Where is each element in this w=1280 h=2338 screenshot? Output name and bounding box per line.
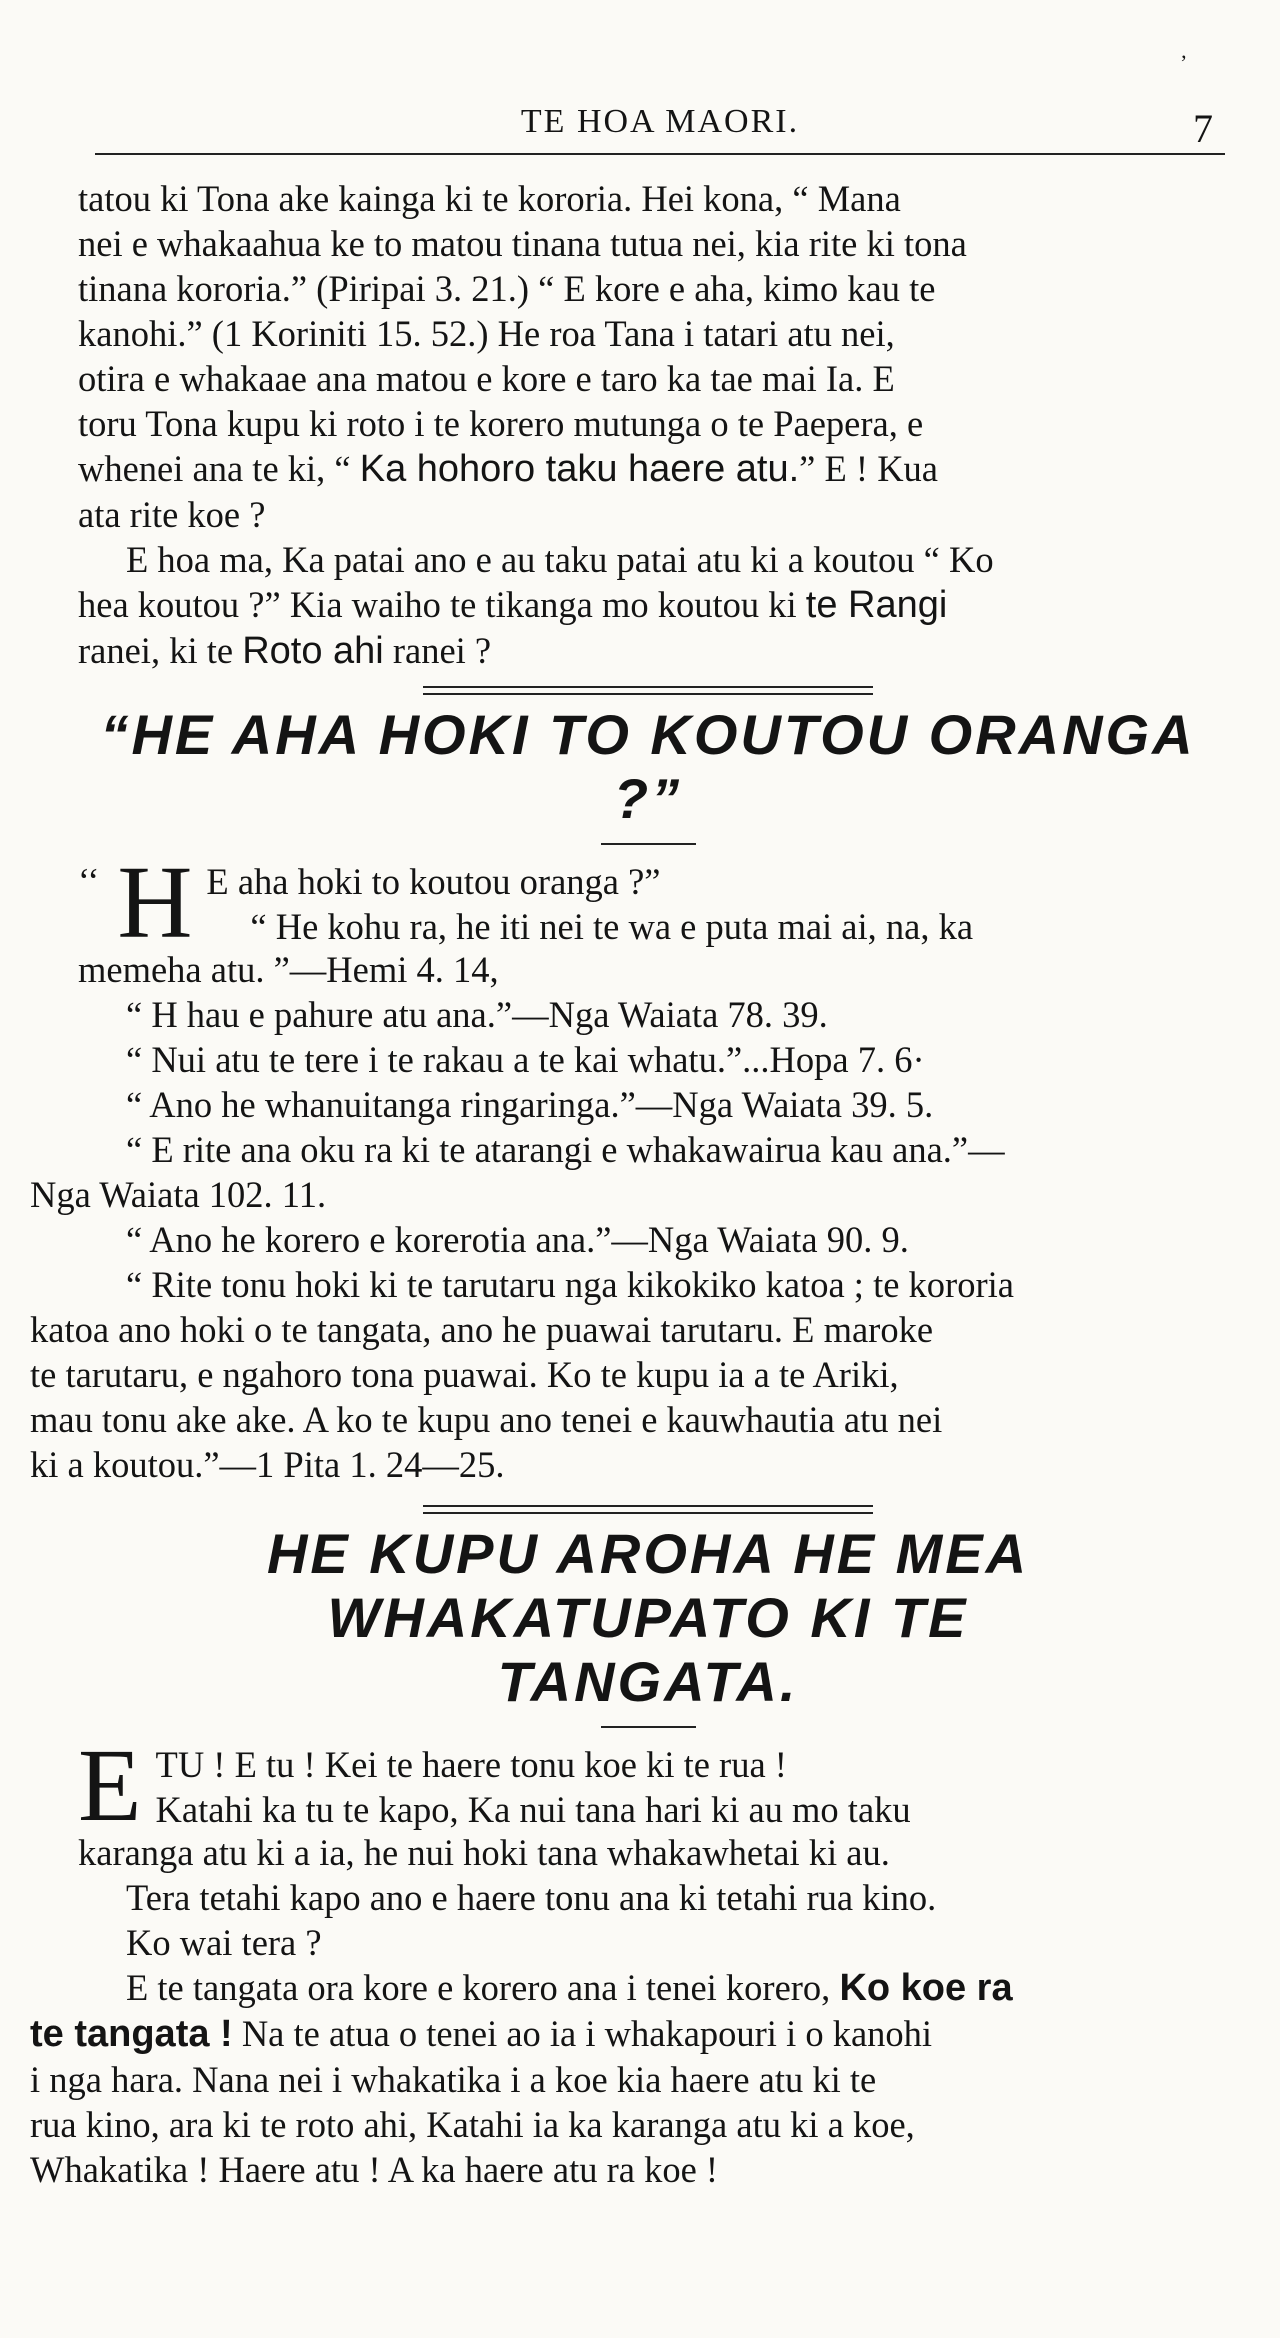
text-line: kanohi.” (1 Koriniti 15. 52.) He roa Tana i tatari atu nei, bbox=[78, 313, 895, 354]
intro-paragraph-1 bbox=[78, 176, 1218, 537]
section-1-opening bbox=[78, 845, 1218, 960]
text-line: Whakatika ! Haere atu ! A ka haere atu ra koe ! bbox=[30, 2149, 719, 2190]
emphasis-rangi: te Rangi bbox=[805, 584, 948, 626]
drop-cap-h: H bbox=[117, 845, 193, 960]
text-line: nei e whakaahua ke to matou tinana tutua nei, kia rite ki tona bbox=[78, 223, 967, 264]
heading-line: HE KUPU AROHA HE MEA WHAKATUPATO KI TE bbox=[266, 1522, 1030, 1649]
text-line: memeha atu. ”—Hemi 4. 14, bbox=[78, 949, 499, 990]
quote-4 bbox=[30, 1127, 1218, 1217]
text-line: mau tonu ake ake. A ko te kupu ano tenei e kauwhautia atu nei bbox=[30, 1399, 943, 1440]
text-line: E aha hoki to koutou oranga ?” bbox=[206, 861, 661, 902]
text-line: i nga hara. Nana nei i whakatika i a koe kia haere atu ki te bbox=[30, 2059, 877, 2100]
text-line: toru Tona kupu ki roto i te korero mutunga o te Paepera, e bbox=[78, 403, 924, 444]
text-line: Katahi ka tu te kapo, Ka nui tana hari ki au mo taku bbox=[155, 1789, 911, 1830]
text-line: ranei ? bbox=[383, 630, 492, 671]
text-line: ata rite koe ? bbox=[78, 494, 266, 535]
page-header bbox=[95, 95, 1225, 155]
section-1-citation bbox=[78, 947, 1218, 992]
quote-3: “ Ano he whanuitanga ringaringa.”—Nga Waiata 39. 5. bbox=[126, 1084, 934, 1125]
emphasis-te-tangata: te tangata ! bbox=[30, 2013, 233, 2055]
page-body bbox=[30, 176, 1218, 2192]
quote-1: “ H hau e pahure atu ana.”—Nga Waiata 78. 39. bbox=[126, 994, 828, 1035]
text-line: “ Rite tonu hoki ki te tarutaru nga kikokiko katoa ; te kororia bbox=[126, 1264, 1014, 1305]
intro-paragraph-2 bbox=[78, 537, 1218, 674]
quote-2: “ Nui atu te tere i te rakau a te kai whatu.”...Hopa 7. 6· bbox=[126, 1039, 925, 1080]
text-line: ki a koutou.”—1 Pita 1. 24—25. bbox=[30, 1444, 505, 1485]
section-divider bbox=[423, 686, 873, 695]
section-2 bbox=[30, 1728, 1218, 2192]
text-line: hea koutou ?” Kia waiho te tikanga mo koutou ki bbox=[78, 584, 806, 625]
section-2-opening bbox=[78, 1728, 1218, 1843]
header-rule bbox=[95, 153, 1225, 155]
closing-paragraph bbox=[30, 1965, 1218, 2192]
drop-cap-e: E bbox=[78, 1728, 142, 1843]
text-line: Nga Waiata 102. 11. bbox=[30, 1174, 327, 1215]
text-line: rua kino, ara ki te roto ahi, Katahi ia ka karanga atu ki a koe, bbox=[30, 2104, 915, 2145]
emphasis-roto-ahi: Roto ahi bbox=[242, 630, 384, 672]
short-rule bbox=[601, 843, 696, 845]
text-line: Tera tetahi kapo ano e haere tonu ana ki tetahi rua kino. bbox=[126, 1877, 937, 1918]
text-line: TU ! E tu ! Kei te haere tonu koe ki te rua ! bbox=[155, 1744, 787, 1785]
text-line: “ He kohu ra, he iti nei te wa e puta mai ai, na, ka bbox=[250, 906, 974, 947]
text-line: tatou ki Tona ake kainga ki te kororia. Hei kona, “ Mana bbox=[78, 178, 901, 219]
section-heading-1: “HE AHA HOKI TO KOUTOU ORANGA ?” bbox=[100, 703, 1196, 830]
text-line: E hoa ma, Ka patai ano e au taku patai atu ki a koutou “ Ko bbox=[126, 539, 994, 580]
text-line: whenei ana te ki, “ bbox=[78, 448, 360, 489]
page-number: 7 bbox=[1193, 106, 1213, 151]
text-line: E te tangata ora kore e korero ana i tenei korero, bbox=[126, 1967, 840, 2008]
running-title: TE HOA MAORI. bbox=[520, 103, 800, 140]
text-line: ranei, ki te bbox=[78, 630, 243, 671]
emphasis-ko-koe-ra: Ko koe ra bbox=[839, 1967, 1013, 2009]
corner-mark: ’ bbox=[1180, 50, 1188, 75]
text-line: tinana kororia.” (Piripai 3. 21.) “ E kore e aha, kimo kau te bbox=[78, 268, 936, 309]
heading-line: TANGATA. bbox=[497, 1650, 799, 1713]
short-rule bbox=[601, 1726, 696, 1728]
text-line: karanga atu ki a ia, he nui hoki tana whakawhetai ki au. bbox=[78, 1832, 890, 1873]
text-line: otira e whakaae ana matou e kore e taro ka tae mai Ia. E bbox=[78, 358, 895, 399]
text-line: katoa ano hoki o te tangata, ano he puawai tarutaru. E maroke bbox=[30, 1309, 934, 1350]
quote-5: “ Ano he korero e korerotia ana.”—Nga Waiata 90. 9. bbox=[126, 1219, 909, 1260]
text-line: Na te atua o tenei ao ia i whakapouri i o kanohi bbox=[232, 2013, 933, 2054]
text-line: te tarutaru, e ngahoro tona puawai. Ko te kupu ia a te Ariki, bbox=[30, 1354, 899, 1395]
section-1 bbox=[30, 845, 1218, 1487]
text-line: ” E ! Kua bbox=[799, 448, 939, 489]
section-heading-2 bbox=[78, 1522, 1218, 1714]
section-divider bbox=[423, 1505, 873, 1514]
quoted-phrase: Ka hohoro taku haere atu. bbox=[359, 448, 800, 490]
open-quote: ‘‘ bbox=[78, 861, 100, 901]
text-line: “ E rite ana oku ra ki te atarangi e whakawairua kau ana.”— bbox=[126, 1129, 1005, 1170]
quote-6 bbox=[30, 1262, 1218, 1487]
text-line: Ko wai tera ? bbox=[126, 1922, 322, 1963]
